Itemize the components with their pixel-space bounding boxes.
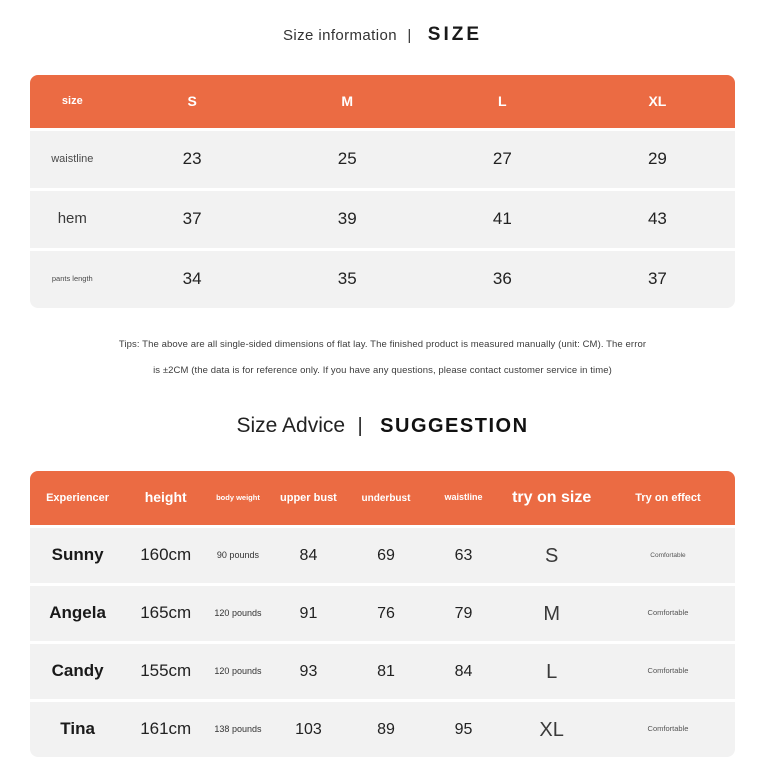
try-on-size: L — [546, 660, 558, 683]
advice-row-tina — [30, 702, 735, 757]
waistline-value: 79 — [454, 604, 473, 622]
value-cell: 36 — [492, 269, 512, 289]
try-on-effect: Comfortable — [647, 724, 689, 734]
column-header-height: height — [144, 489, 187, 506]
underbust-value: 81 — [377, 662, 395, 680]
try-on-effect: Comfortable — [647, 608, 689, 618]
value-cell: 39 — [337, 209, 357, 229]
table-row-waistline — [30, 131, 735, 188]
weight-value: 138 pounds — [214, 723, 262, 734]
size-advice-title-caption: SUGGESTION — [380, 415, 529, 437]
advice-table-header-row — [30, 471, 735, 525]
weight-value: 120 pounds — [214, 665, 262, 676]
height-value: 155cm — [140, 661, 192, 681]
tips-line-1: Tips: The above are all single-sided dimensions of flat lay. The finished product is measured manually (unit: CM). The error — [118, 339, 647, 350]
value-cell: 41 — [492, 209, 512, 229]
size-info-title — [0, 24, 765, 46]
height-value: 160cm — [140, 545, 192, 565]
value-cell: 37 — [182, 209, 202, 229]
title-divider: | — [357, 415, 363, 437]
underbust-value: 89 — [377, 720, 395, 738]
column-header-try-on-effect: Try on effect — [635, 491, 701, 504]
try-on-effect: Comfortable — [647, 666, 689, 676]
waistline-value: 95 — [454, 720, 473, 738]
value-cell: 43 — [647, 209, 667, 229]
column-header-experiencer: Experiencer — [46, 491, 110, 504]
value-cell: 34 — [182, 269, 202, 289]
value-cell: 35 — [337, 269, 357, 289]
upper-bust-value: 93 — [299, 662, 318, 680]
column-header-l: L — [498, 92, 507, 109]
advice-row-angela — [30, 586, 735, 641]
try-on-size: XL — [539, 718, 564, 741]
column-header-try-on-size: try on size — [512, 489, 592, 507]
underbust-value: 69 — [377, 546, 395, 564]
size-table-header-row — [30, 75, 735, 128]
size-table — [30, 75, 735, 308]
waistline-value: 84 — [454, 662, 473, 680]
try-on-size: S — [544, 544, 559, 567]
column-header-underbust: underbust — [361, 492, 411, 504]
row-label: hem — [57, 210, 87, 228]
column-header-upper-bust: upper bust — [280, 491, 337, 504]
experiencer-name: Tina — [60, 719, 95, 739]
upper-bust-value: 103 — [295, 720, 322, 738]
weight-value: 120 pounds — [214, 607, 262, 618]
advice-table — [30, 471, 735, 757]
size-advice-title-text: Size Advice — [236, 414, 346, 437]
height-value: 165cm — [140, 603, 192, 623]
advice-row-candy — [30, 644, 735, 699]
tips-note — [0, 340, 765, 375]
row-label: pants length — [51, 274, 93, 284]
upper-bust-value: 91 — [299, 604, 318, 622]
upper-bust-value: 84 — [299, 546, 318, 564]
row-label: waistline — [51, 153, 94, 166]
size-advice-title — [0, 414, 765, 438]
value-cell: 37 — [647, 269, 667, 289]
table-row-pants-length — [30, 251, 735, 308]
value-cell: 27 — [492, 149, 512, 169]
experiencer-name: Angela — [49, 603, 106, 623]
advice-row-sunny — [30, 528, 735, 583]
value-cell: 25 — [337, 149, 357, 169]
column-header-body-weight: body weight — [216, 492, 260, 502]
column-header-xl: XL — [648, 92, 667, 109]
try-on-size: M — [543, 602, 560, 625]
column-header-s: S — [187, 92, 197, 109]
tips-line-2: is ±2CM (the data is for reference only. If you have any questions, please contact customer service in time) — [153, 364, 612, 376]
table-row-hem — [30, 191, 735, 248]
size-info-title-caption: SIZE — [427, 24, 482, 45]
experiencer-name: Candy — [51, 661, 104, 681]
experiencer-name: Sunny — [51, 545, 104, 565]
value-cell: 23 — [182, 149, 202, 169]
waistline-value: 63 — [454, 546, 473, 564]
value-cell: 29 — [647, 149, 667, 169]
size-info-title-text: Size information — [283, 27, 397, 44]
column-header-size: size — [61, 95, 83, 108]
column-header-waistline: waistline — [444, 492, 483, 503]
try-on-effect: Comfortable — [650, 551, 686, 559]
column-header-m: M — [341, 92, 354, 109]
title-divider: | — [407, 27, 412, 44]
height-value: 161cm — [140, 719, 192, 739]
weight-value: 90 pounds — [216, 549, 259, 560]
underbust-value: 76 — [377, 604, 395, 622]
